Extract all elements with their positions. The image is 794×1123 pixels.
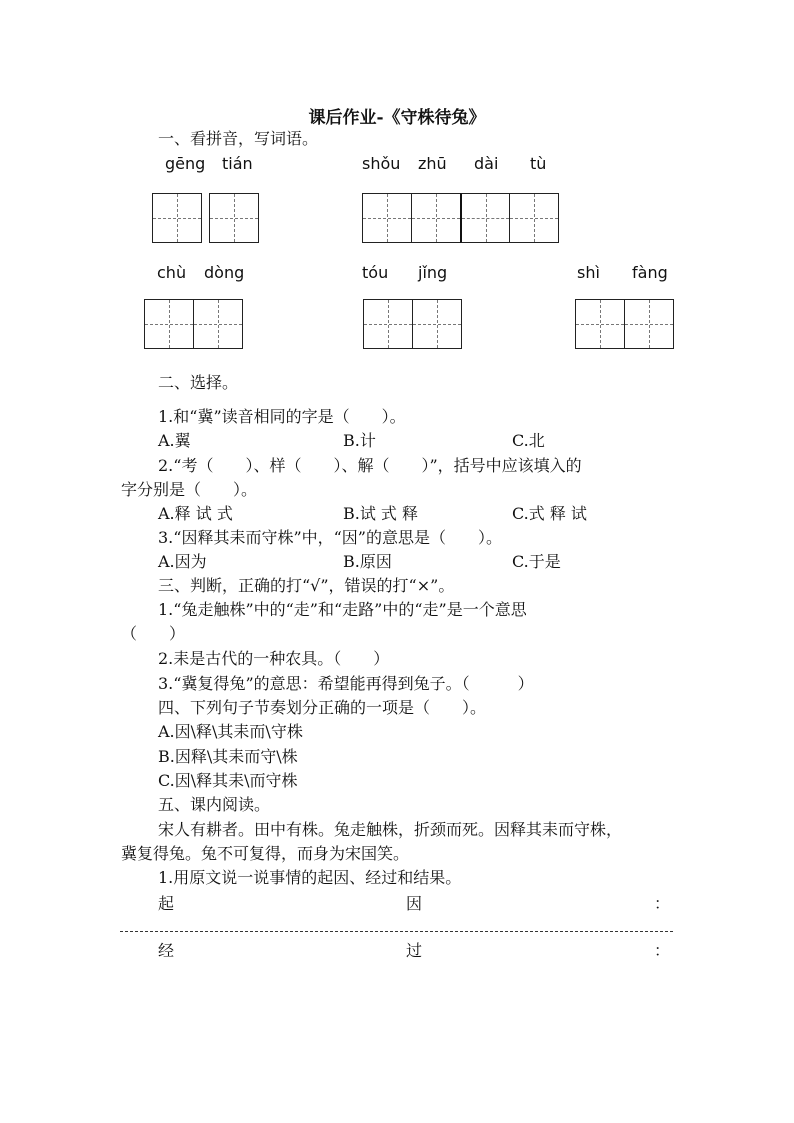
writing-cell[interactable]: [363, 299, 413, 349]
label-char: 经: [158, 941, 175, 960]
label-colon: ：: [654, 894, 671, 913]
passage-line: 宋人有耕者。田中有株。兔走触株，折颈而死。因释其耒而守株，: [158, 820, 623, 839]
passage-line: 冀复得兔。兔不可复得，而身为宋国笑。: [121, 844, 410, 863]
writing-cell[interactable]: [575, 299, 625, 349]
writing-grid-shifang[interactable]: [575, 299, 673, 349]
option-b[interactable]: B.原因: [343, 552, 392, 571]
pinyin: dòng: [204, 263, 245, 282]
pinyin: gēng: [165, 154, 206, 173]
writing-grid-gengtian[interactable]: [152, 193, 258, 243]
label-colon: ：: [654, 941, 671, 960]
worksheet-title: 课后作业-《守株待兔》: [308, 108, 486, 128]
option-a[interactable]: A.因为: [158, 552, 207, 571]
option-b[interactable]: B.试 式 释: [343, 504, 419, 523]
writing-cell[interactable]: [144, 299, 194, 349]
section4-heading: 四、下列句子节奏划分正确的一项是（ ）。: [158, 698, 487, 717]
writing-cell[interactable]: [460, 193, 510, 243]
writing-cell[interactable]: [509, 193, 559, 243]
option-c[interactable]: C.北: [512, 431, 545, 450]
writing-cell[interactable]: [412, 299, 462, 349]
question-text: 3.“因释其耒而守株”中，“因”的意思是（ ）。: [158, 528, 502, 547]
judge-question: 3.“冀复得兔”的意思：希望能再得到兔子。（ ）: [158, 674, 534, 693]
pinyin: tù: [530, 154, 547, 173]
label-char: 因: [406, 894, 423, 913]
option-c[interactable]: C.于是: [512, 552, 561, 571]
section5-heading: 五、课内阅读。: [158, 795, 271, 814]
pinyin: tián: [222, 154, 253, 173]
pinyin: shǒu: [362, 154, 401, 173]
writing-grid-toujing[interactable]: [363, 299, 461, 349]
pinyin: tóu: [362, 263, 389, 282]
section2-heading: 二、选择。: [158, 373, 239, 392]
answer-line[interactable]: [120, 931, 673, 932]
pinyin: jǐng: [418, 263, 448, 282]
option-c[interactable]: C.因\释其耒\而守株: [158, 771, 298, 790]
option-b[interactable]: B.因释\其耒而守\株: [158, 747, 298, 766]
option-a[interactable]: A.因\释\其耒而\守株: [158, 722, 303, 741]
answer-bracket[interactable]: （ ）: [121, 624, 186, 643]
pinyin: dài: [474, 154, 499, 173]
writing-cell[interactable]: [209, 193, 259, 243]
pinyin: shì: [577, 263, 600, 282]
option-a[interactable]: A.翼: [158, 431, 191, 450]
label-char: 起: [158, 894, 175, 913]
question-text: 1.和“冀”读音相同的字是（ ）。: [158, 407, 406, 426]
writing-cell[interactable]: [411, 193, 461, 243]
question-text: 2.“考（ ）、样（ ）、解（ ）”，括号中应该填入的: [158, 456, 582, 475]
writing-cell[interactable]: [362, 193, 412, 243]
label-char: 过: [406, 941, 423, 960]
pinyin: fàng: [632, 263, 668, 282]
pinyin: chù: [157, 263, 187, 282]
writing-grid-chudong[interactable]: [144, 299, 242, 349]
option-c[interactable]: C.式 释 试: [512, 504, 587, 523]
section1-heading: 一、看拼音，写词语。: [158, 129, 319, 148]
writing-cell[interactable]: [624, 299, 674, 349]
writing-cell[interactable]: [193, 299, 243, 349]
judge-question: 1.“兔走触株”中的“走”和“走路”中的“走”是一个意思: [158, 600, 527, 619]
question-text: 1.用原文说一说事情的起因、经过和结果。: [158, 868, 462, 887]
judge-question: 2.耒是古代的一种农具。（ ）: [158, 649, 390, 668]
writing-grid-shouzhudaitu[interactable]: [362, 193, 558, 243]
pinyin: zhū: [418, 154, 447, 173]
section3-heading: 三、判断，正确的打“√”，错误的打“×”。: [158, 576, 455, 595]
option-b[interactable]: B.计: [343, 431, 376, 450]
option-a[interactable]: A.释 试 式: [158, 504, 233, 523]
question-text: 字分别是（ ）。: [121, 480, 258, 499]
writing-cell[interactable]: [152, 193, 202, 243]
